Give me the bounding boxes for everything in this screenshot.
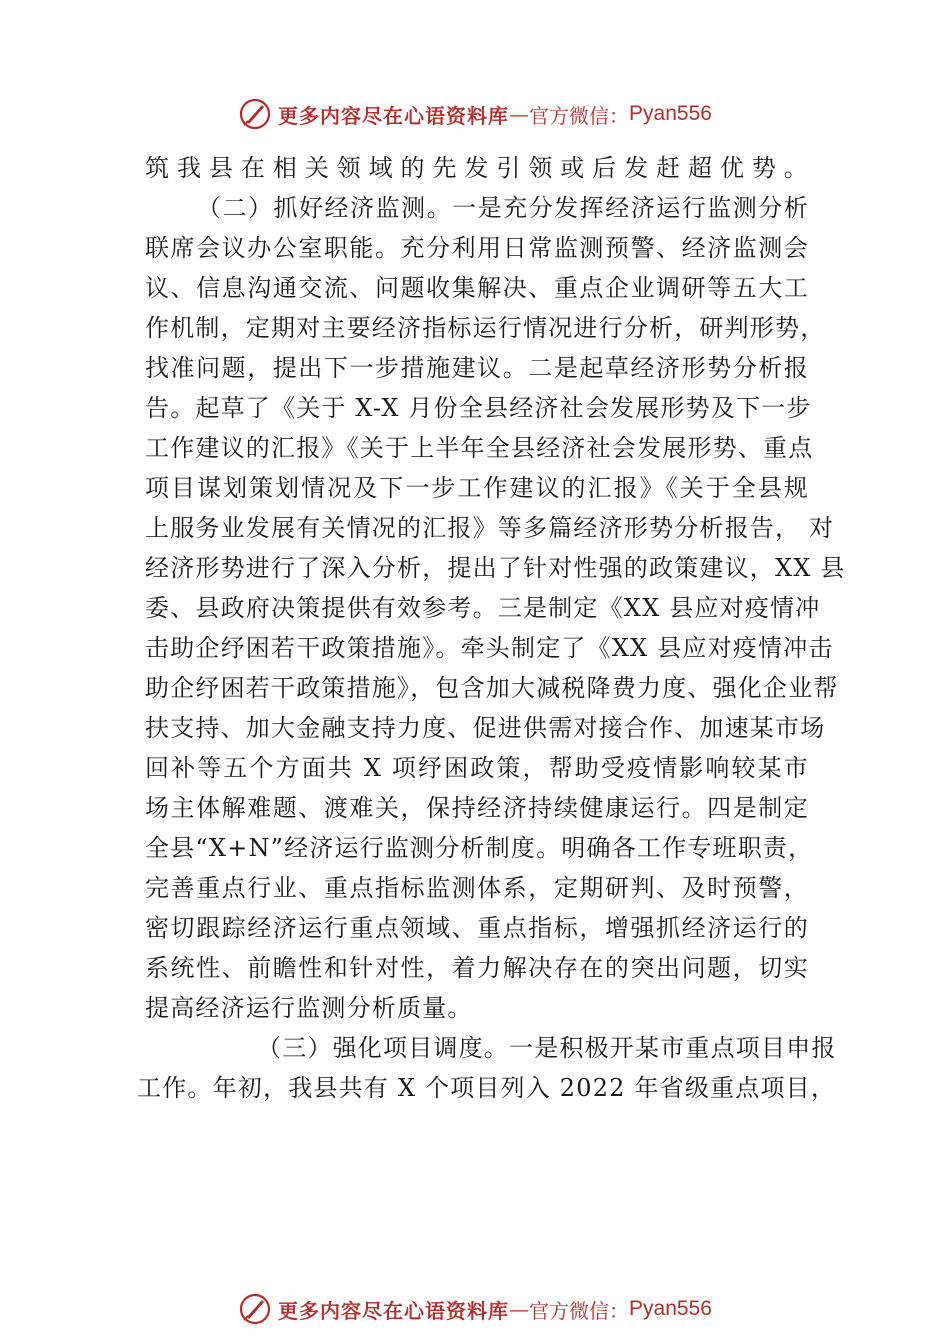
text-line: 找准问题，提出下一步措施建议。二是起草经济形势分析报 [145,354,809,382]
watermark-dash: — [509,102,530,126]
text-line: 全县“X+N”经济运行监测分析制度。明确各工作专班职责， [145,834,814,862]
text-line: 击助企纾困若干政策措施》。牵头制定了《XX 县应对疫情冲击 [145,634,834,662]
quill-logo-icon [238,97,272,131]
text-line: 工作建议的汇报》《关于上半年全县经济社会发展形势、重点 [145,434,814,462]
watermark-dash: — [509,1297,530,1321]
text-line: 助企纾困若干政策措施》，包含加大减税降费力度、强化企业帮 [145,674,839,702]
text-line: 告。起草了《关于 X-X 月份全县经济社会发展形势及下一步 [145,394,812,422]
text-line: 回补等五个方面共 X 项纾困政策，帮助受疫情影响较某市 [145,754,809,782]
watermark-site-text: 更多内容尽在心语资料库 [278,1298,510,1323]
footer-watermark [0,1289,950,1329]
text-line: 上服务业发展有关情况的汇报》等多篇经济形势分析报告， 对 [145,514,835,542]
text-line: 委、县政府决策提供有效参考。三是制定《XX 县应对疫情冲 [145,594,821,622]
text-line: 系统性、前瞻性和针对性，着力解决存在的突出问题，切实 [145,954,809,982]
text-line: 筑我县在相关领域的先发引领或后发赶超优势。 [145,154,809,182]
quill-logo-icon [238,1292,272,1326]
text-line: 工作。年初，我县共有 X 个项目列入 2022 年省级重点项目， [137,1074,837,1102]
text-line: 提高经济运行监测分析质量。 [145,994,473,1022]
watermark-wechat-id: Pyan556 [629,102,712,125]
text-line: 议、信息沟通交流、问题收集解决、重点企业调研等五大工 [145,274,809,302]
text-line: 完善重点行业、重点指标监测体系，定期研判、及时预警， [145,874,809,902]
watermark-wechat-label: 官方微信： [529,1298,630,1323]
watermark-wechat-id: Pyan556 [629,1297,712,1320]
text-line: 密切跟踪经济运行重点领域、重点指标，增强抓经济运行的 [145,914,809,942]
text-line: 作机制，定期对主要经济指标运行情况进行分析，研判形势， [145,314,826,342]
document-body [137,148,846,1108]
section-heading-line: （三）强化项目调度。一是积极开某市重点项目申报 [257,1034,837,1062]
watermark-site-text: 更多内容尽在心语资料库 [278,103,510,128]
header-watermark [0,94,950,134]
section-heading-line: （二）抓好经济监测。一是充分发挥经济运行监测分析 [197,194,809,222]
watermark-wechat-label: 官方微信： [529,103,630,128]
text-line: 经济形势进行了深入分析，提出了针对性强的政策建议，XX 县 [145,554,846,582]
text-line: 扶支持、加大金融支持力度、促进供需对接合作、加速某市场 [145,714,826,742]
text-line: 联席会议办公室职能。充分利用日常监测预警、经济监测会 [145,234,809,262]
text-line: 项目谋划策划情况及下一步工作建议的汇报》《关于全县规 [145,474,809,502]
text-line: 场主体解难题、渡难关，保持经济持续健康运行。四是制定 [145,794,809,822]
